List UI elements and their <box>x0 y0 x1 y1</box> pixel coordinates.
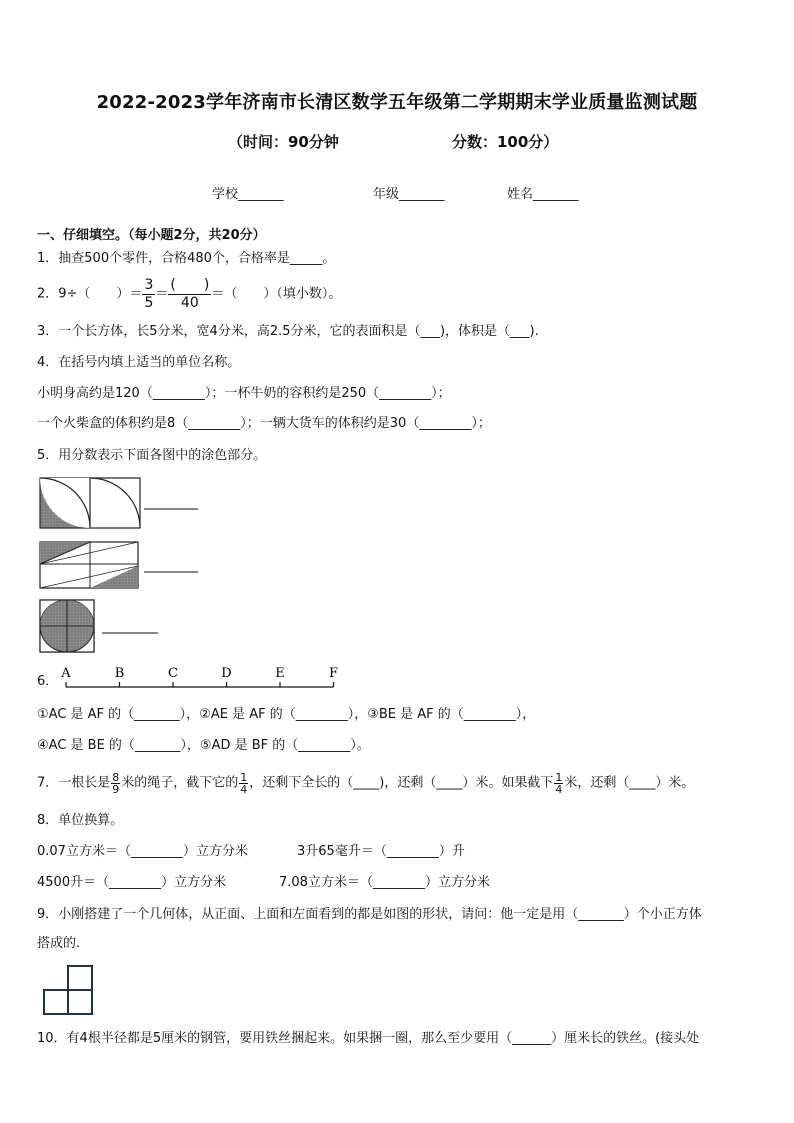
q8-item-3: 4500升＝（________）立方分米 <box>37 875 227 890</box>
number-line-point-label: A <box>61 666 71 681</box>
question-6-line-a: ①AC 是 AF 的（_______），②AE 是 AF 的（________），③BE 是 AF 的（________）， <box>37 707 536 722</box>
q5-figure-1 <box>38 476 208 532</box>
q8-item-2: 3升65毫升＝（________）升 <box>297 844 465 859</box>
question-1: 1．抽查500个零件，合格480个，合格率是_____。 <box>37 251 336 266</box>
q2-equals: ＝ <box>155 286 169 302</box>
question-4-line-a: 小明身高约是120（________）；一杯牛奶的容积约是250（________）； <box>37 386 451 401</box>
q7-text-3: ，还剩下全长的（____)，还剩（____）米。如果截下 <box>249 775 554 791</box>
number-line-point-label: D <box>221 666 232 681</box>
q2-suffix: ＝（ ）（填小数）。 <box>211 286 342 302</box>
question-8: 8．单位换算。 <box>37 813 124 828</box>
question-4-line-b: 一个火柴盒的体积约是8（________）；一辆大货车的体积约是30（________）； <box>37 416 491 431</box>
question-2 <box>37 277 341 312</box>
q5-figure-3 <box>38 598 168 656</box>
q8-item-1: 0.07立方米＝（________）立方分米 <box>37 844 248 859</box>
question-6-line-b: ④AC 是 BE 的（_______），⑤AD 是 BF 的（________）。 <box>37 738 370 753</box>
q7-fraction-3: $\frac{1}{4}$ <box>555 771 563 796</box>
question-7 <box>37 772 694 795</box>
number-line-point-label: F <box>328 666 339 681</box>
q7-fraction-2: $\frac{1}{4}$ <box>240 771 248 796</box>
q2-fraction-2: ( ) 40 <box>170 277 210 311</box>
grade-field[interactable]: 年级_______ <box>373 187 445 202</box>
exam-score: 分数：100分） <box>452 133 559 151</box>
number-line-point-label: E <box>275 666 285 681</box>
question-9: 9．小刚搭建了一个几何体，从正面、上面和左面看到的都是如图的形状，请问：他一定是用（_______）个小正方体 <box>37 907 702 922</box>
q5-figure-2 <box>38 540 208 592</box>
name-field[interactable]: 姓名_______ <box>507 187 579 202</box>
q6-number-line <box>58 662 348 694</box>
question-6: 6． <box>37 674 59 689</box>
school-field[interactable]: 学校_______ <box>212 187 284 202</box>
section-heading: 一、仔细填空。（每小题2分，共20分） <box>37 228 266 243</box>
q7-fraction-1: $\frac{8}{9}$ <box>112 771 120 796</box>
number-line-point-label: B <box>114 666 125 681</box>
q2-prefix: 2．9÷（ ）＝ <box>37 286 143 302</box>
exam-time: （时间：90分钟 <box>228 133 339 151</box>
question-3: 3．一个长方体，长5分米，宽4分米，高2.5分米，它的表面积是（___)，体积是（___). <box>37 324 539 339</box>
q2-fraction-1: $\frac{3}{5}$ <box>144 277 154 311</box>
number-line-point-label: C <box>168 666 178 681</box>
q7-text-1: 7．一根长是 <box>37 775 111 791</box>
q8-item-4: 7.08立方米＝（________）立方分米 <box>279 875 490 890</box>
q7-text-2: 米的绳子，截下它的 <box>121 775 239 791</box>
question-10: 10．有4根半径都是5厘米的钢管，要用铁丝捆起来。如果捆一圈，那么至少要用（______）厘米长的铁丝。(接头处 <box>37 1031 700 1046</box>
question-4: 4．在括号内填上适当的单位名称。 <box>37 355 241 370</box>
question-9-cont: 搭成的. <box>37 936 81 951</box>
q9-figure <box>42 964 96 1018</box>
page-title: 2022-2023学年济南市长清区数学五年级第二学期期末学业质量监测试题 <box>96 92 698 113</box>
question-5: 5．用分数表示下面各图中的涂色部分。 <box>37 448 267 463</box>
q7-text-4: 米，还剩（____）米。 <box>564 775 695 791</box>
